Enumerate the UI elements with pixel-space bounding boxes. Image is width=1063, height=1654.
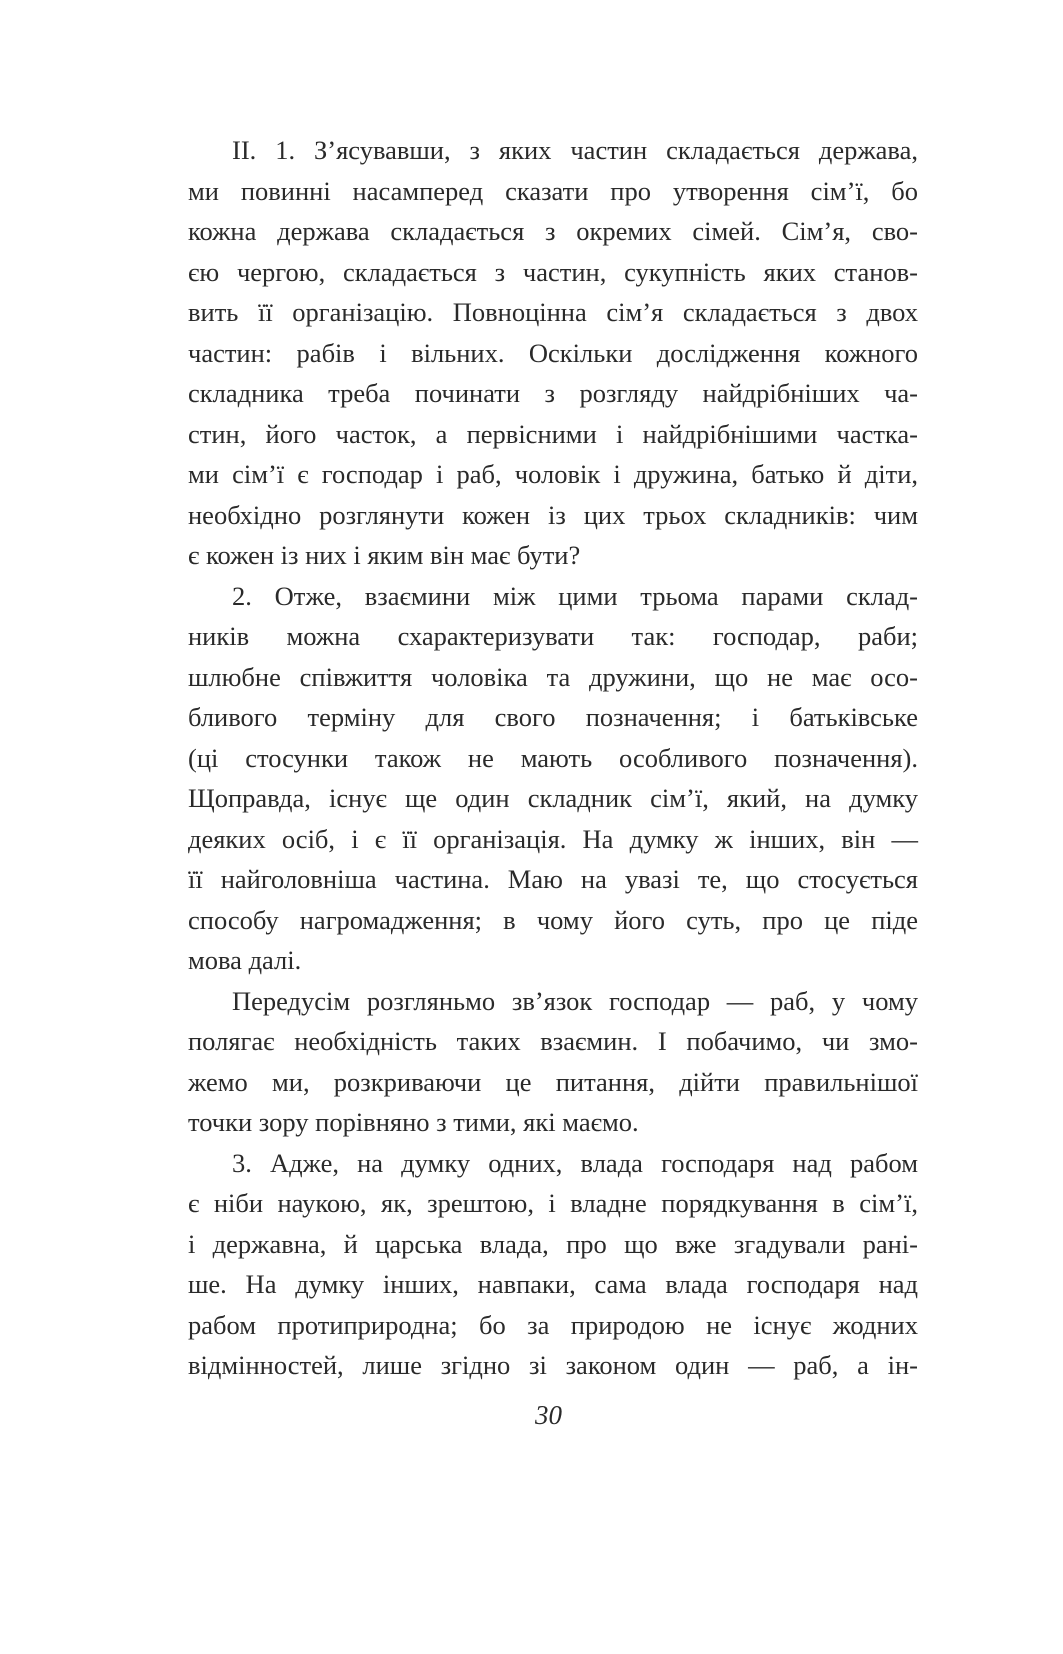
text-line: ми сім’ї є господар і раб, чоловік і дружина, батько й діти,: [188, 459, 918, 489]
text-line: (ці стосунки також не мають особливого позначення).: [188, 742, 918, 773]
text-line: ІІ. 1. З’ясувавши, з яких частин складається держава,: [232, 135, 918, 165]
text-line: і державна, й царська влада, про що вже згадували рані-: [188, 1228, 918, 1259]
text-line: частин: рабів і вільних. Оскільки дослідження кожного: [188, 337, 918, 368]
paragraph: [188, 1143, 918, 1386]
text-line: Передусім розгляньмо зв’язок господар — раб, у чому: [232, 985, 918, 1016]
text-line: необхідно розглянути кожен із цих трьох складників: чим: [188, 499, 918, 530]
text-line: є кожен із них і яким він має бути?: [188, 540, 581, 570]
text-line: бливого терміну для свого позначення; і батьківське: [188, 702, 918, 732]
text-line: кожна держава складається з окремих сімей. Сім’я, сво-: [188, 216, 918, 246]
text-line: відмінностей, лише згідно зі законом один — раб, а ін-: [188, 1350, 918, 1380]
text-line: полягає необхідність таких взаємин. І побачимо, чи змо-: [188, 1026, 918, 1056]
text-line: рабом протиприродна; бо за природою не існує жодних: [188, 1309, 918, 1340]
text-line: єю чергою, складається з частин, сукупність яких станов-: [188, 256, 918, 287]
page-body-text: [188, 130, 918, 1386]
text-line: її найголовніша частина. Маю на увазі те, що стосується: [188, 864, 918, 894]
text-line: вить її організацію. Повноцінна сім’я складається з двох: [188, 297, 918, 327]
text-line: ми повинні насамперед сказати про утворення сім’ї, бо: [188, 175, 918, 206]
text-line: деяких осіб, і є її організація. На думку ж інших, він —: [188, 823, 918, 854]
text-line: ше. На думку інших, навпаки, сама влада господаря над: [188, 1269, 918, 1299]
paragraph: [188, 981, 918, 1143]
paragraph: [188, 576, 918, 981]
text-line: Щоправда, існує ще один складник сім’ї, який, на думку: [188, 783, 918, 813]
text-line: точки зору порівняно з тими, які маємо.: [188, 1107, 639, 1137]
text-line: 2. Отже, взаємини між цими трьома парами склад-: [232, 580, 918, 611]
page-number: 30: [535, 1400, 562, 1430]
text-line: ників можна схарактеризувати так: господар, раби;: [188, 621, 918, 651]
paragraph: [188, 130, 918, 576]
text-line: є ніби наукою, як, зрештою, і владне порядкування в сім’ї,: [188, 1188, 918, 1218]
text-line: стин, його часток, а первісними і найдрібнішими частка-: [188, 418, 918, 449]
text-line: жемо ми, розкриваючи це питання, дійти правильнішої: [188, 1066, 918, 1097]
text-line: складника треба починати з розгляду найдрібніших ча-: [188, 378, 918, 408]
text-line: 3. Адже, на думку одних, влада господаря над рабом: [232, 1147, 918, 1178]
text-line: мова далі.: [188, 945, 302, 975]
text-line: шлюбне співжиття чоловіка та дружини, що не має осо-: [188, 661, 918, 692]
text-line: способу нагромадження; в чому його суть, про це піде: [188, 904, 918, 935]
